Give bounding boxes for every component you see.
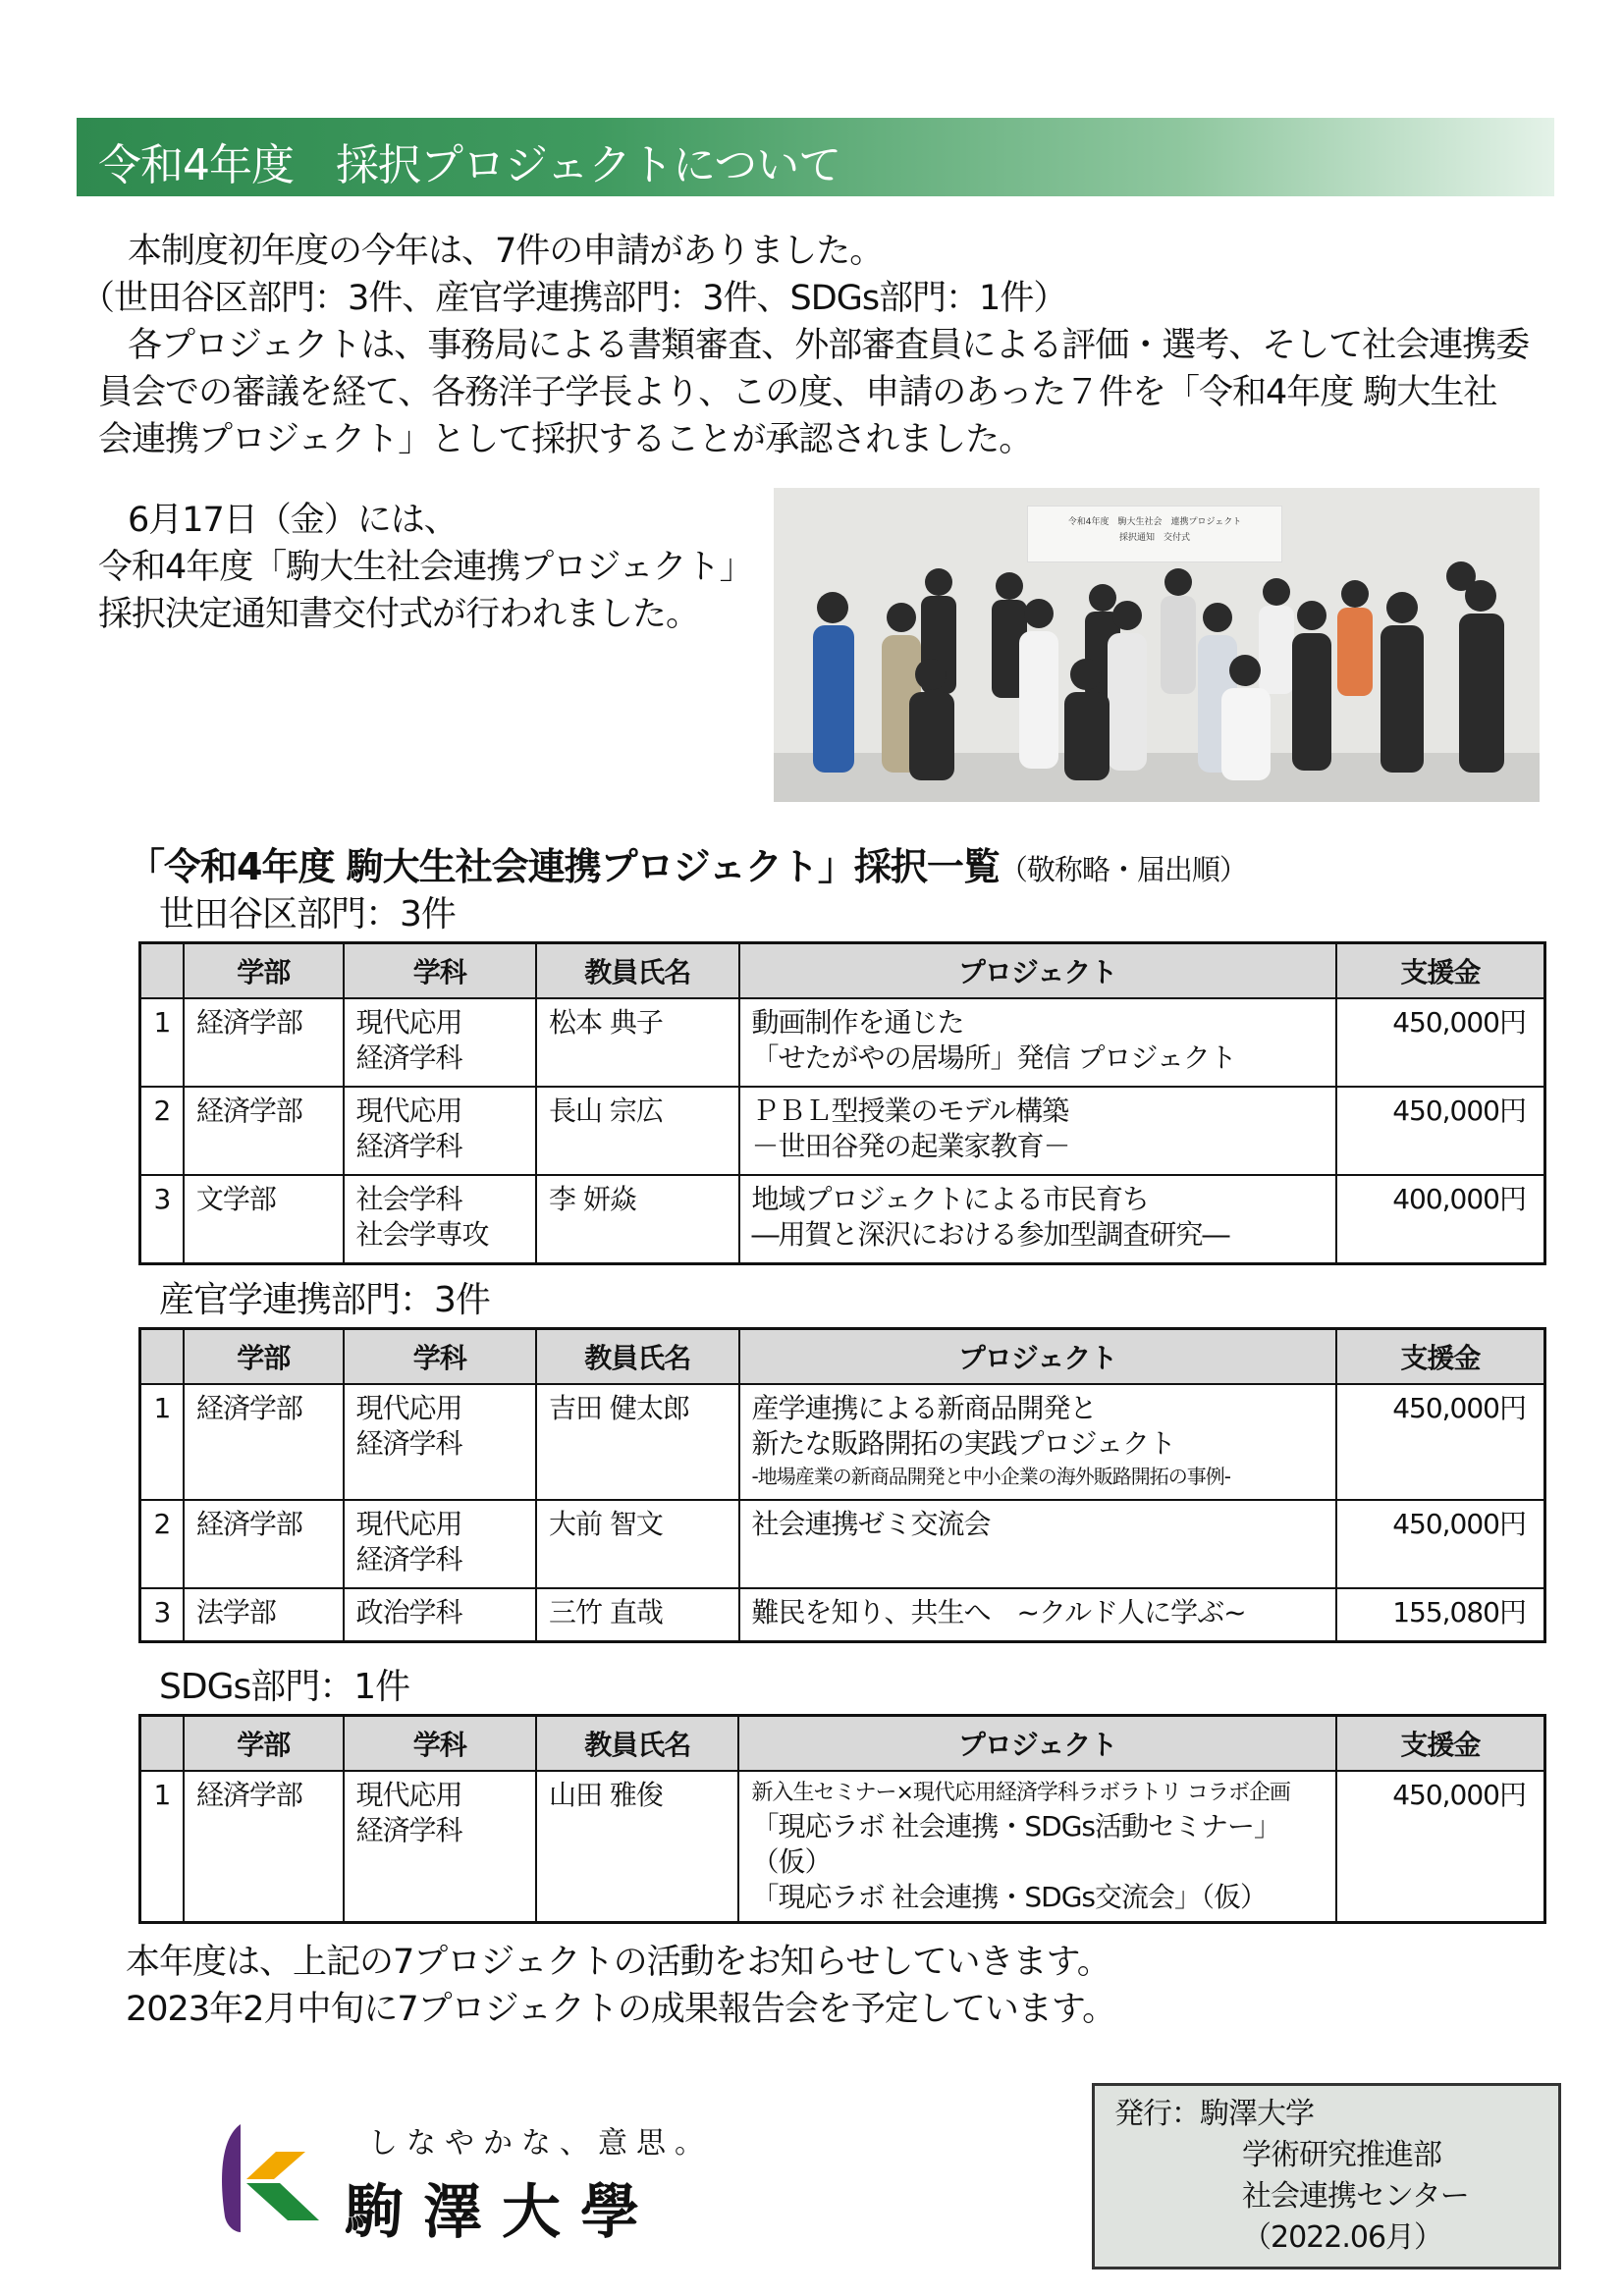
header-dept: 学科 — [344, 943, 537, 999]
row-number: 1 — [140, 1384, 184, 1500]
dept-line: 現代応用 — [355, 1006, 462, 1039]
ceremony-line: 採択決定通知書交付式が行われました。 — [98, 595, 700, 634]
project-line: 地域プロジェクトによる市民育ち — [751, 1183, 1149, 1215]
row-project — [738, 1771, 1335, 1923]
header-teacher: 教員氏名 — [536, 1716, 738, 1772]
row-faculty: 経済学部 — [184, 1500, 344, 1588]
table-header-row — [140, 1716, 1545, 1772]
header-no — [140, 1329, 184, 1385]
row-dept — [344, 1771, 537, 1923]
header-dept: 学科 — [344, 1716, 537, 1772]
intro-line: 各プロジェクトは、事務局による書類審査、外部審査員による評価・選考、そして社会連携委 — [128, 326, 1530, 365]
ceremony-line: 6月17日（金）には、 — [128, 501, 458, 540]
row-teacher: 吉田 健太郎 — [536, 1384, 738, 1500]
header-amount: 支援金 — [1336, 943, 1545, 999]
dept-line: 社会学科 — [355, 1183, 462, 1215]
table-header-row — [140, 1329, 1545, 1385]
dept-line: 社会学専攻 — [355, 1218, 489, 1251]
table-row — [140, 1771, 1545, 1923]
row-number: 2 — [140, 1087, 184, 1175]
intro-paragraph — [81, 228, 1551, 463]
row-dept — [344, 998, 537, 1087]
intro-line: 会連携プロジェクト」として採択することが承認されました。 — [98, 420, 1033, 459]
row-faculty: 経済学部 — [184, 1087, 344, 1175]
section-title-sdgs: SDGs部門：1件 — [159, 1667, 410, 1707]
row-project: 難民を知り、共生へ ~クルド人に学ぶ~ — [739, 1588, 1336, 1641]
row-teacher: 大前 智文 — [536, 1500, 738, 1588]
row-number: 3 — [140, 1588, 184, 1641]
header-faculty: 学部 — [184, 1329, 344, 1385]
row-teacher: 三竹 直哉 — [536, 1588, 738, 1641]
title-banner — [77, 118, 1554, 196]
intro-line: 員会での審議を経て、各務洋子学長より、この度、申請のあった７件を「令和4年度 駒大生社 — [98, 373, 1497, 412]
table-row — [140, 1384, 1545, 1500]
row-teacher: 李 妍焱 — [536, 1175, 738, 1263]
dept-line: 現代応用 — [355, 1779, 462, 1811]
project-line: －世田谷発の起業家教育－ — [751, 1130, 1070, 1162]
dept-line: 経済学科 — [355, 1130, 462, 1162]
list-title-note: （敬称略・届出順） — [999, 853, 1247, 886]
intro-line: （世田谷区部門：3件、産官学連携部門：3件、SDGs部門：1件） — [81, 279, 1067, 318]
row-teacher: 山田 雅俊 — [536, 1771, 738, 1923]
project-line: 「せたがやの居場所」発信 プロジェクト — [751, 1041, 1236, 1074]
row-dept — [344, 1087, 537, 1175]
list-title — [128, 836, 1247, 890]
dept-line: 現代応用 — [355, 1392, 462, 1424]
project-table-industry — [138, 1327, 1546, 1643]
row-number: 1 — [140, 998, 184, 1087]
table-row — [140, 1588, 1545, 1641]
project-table-setagaya — [138, 941, 1546, 1265]
dept-line: 経済学科 — [355, 1427, 462, 1460]
dept-line: 現代応用 — [355, 1508, 462, 1540]
university-logo — [211, 2118, 722, 2247]
banner-title: 令和4年度 採択プロジェクトについて — [98, 140, 841, 190]
sign-line: 採択通知 交付式 — [1118, 533, 1190, 543]
row-number: 3 — [140, 1175, 184, 1263]
row-faculty: 経済学部 — [184, 1384, 344, 1500]
row-number: 2 — [140, 1500, 184, 1588]
row-dept — [344, 1384, 537, 1500]
project-line: 「現応ラボ 社会連携・SDGs活動セミナー」（仮） — [751, 1810, 1281, 1878]
row-teacher: 長山 宗広 — [536, 1087, 738, 1175]
dept-line: 経済学科 — [355, 1814, 462, 1846]
closing-line: 2023年2月中旬に7プロジェクトの成果報告会を予定しています。 — [126, 1990, 1116, 2029]
ceremony-line: 令和4年度「駒大生社会連携プロジェクト」 — [98, 548, 753, 587]
header-faculty: 学部 — [184, 943, 344, 999]
header-faculty: 学部 — [184, 1716, 344, 1772]
row-dept — [344, 1175, 537, 1263]
project-line: 新たな販路開拓の実践プロジェクト — [751, 1427, 1175, 1460]
section-title-industry: 産官学連携部門：3件 — [159, 1280, 490, 1320]
header-no — [140, 943, 184, 999]
table-row — [140, 1175, 1545, 1263]
publisher-line: 学術研究推進部 — [1242, 2138, 1441, 2172]
row-teacher: 松本 典子 — [536, 998, 738, 1087]
logo-tagline: しなやかな、意思。 — [368, 2126, 713, 2161]
table-row — [140, 998, 1545, 1087]
row-faculty: 文学部 — [184, 1175, 344, 1263]
row-faculty: 経済学部 — [184, 998, 344, 1087]
header-project: プロジェクト — [738, 1716, 1335, 1772]
intro-line: 本制度初年度の今年は、7件の申請がありました。 — [128, 232, 884, 271]
dept-line: 経済学科 — [355, 1543, 462, 1575]
header-teacher: 教員氏名 — [536, 943, 738, 999]
publisher-box — [1092, 2083, 1561, 2269]
header-amount: 支援金 — [1336, 1329, 1545, 1385]
project-line: ＰＢＬ型授業のモデル構築 — [751, 1095, 1069, 1127]
project-table-sdgs — [138, 1714, 1546, 1924]
project-line: 「現応ラボ 社会連携・SDGs交流会」（仮） — [751, 1881, 1268, 1913]
row-amount: 155,080円 — [1336, 1588, 1545, 1641]
project-line: 動画制作を通じた — [751, 1006, 964, 1039]
project-line: 産学連携による新商品開発と — [751, 1392, 1097, 1424]
row-amount: 450,000円 — [1336, 1384, 1545, 1500]
header-project: プロジェクト — [739, 1329, 1336, 1385]
logo-name: 駒澤大學 — [345, 2178, 659, 2247]
row-amount: 450,000円 — [1336, 998, 1545, 1087]
list-title-text: 「令和4年度 駒大生社会連携プロジェクト」採択一覧 — [128, 845, 1000, 888]
row-project — [739, 1175, 1336, 1263]
closing-paragraph — [126, 1939, 1115, 2033]
row-project — [739, 1384, 1336, 1500]
section-title-setagaya: 世田谷区部門：3件 — [159, 894, 456, 934]
publisher-line: （2022.06月） — [1242, 2220, 1443, 2255]
ceremony-sign — [1027, 506, 1282, 562]
row-dept: 政治学科 — [344, 1588, 537, 1641]
logo-mark-icon — [211, 2118, 349, 2236]
row-amount: 450,000円 — [1336, 1771, 1545, 1923]
project-line: ―用賀と深沢における参加型調査研究― — [751, 1218, 1229, 1251]
row-amount: 450,000円 — [1336, 1087, 1545, 1175]
row-project — [739, 1087, 1336, 1175]
dept-line: 経済学科 — [355, 1041, 462, 1074]
table-row — [140, 1087, 1545, 1175]
row-amount: 450,000円 — [1336, 1500, 1545, 1588]
publisher-line: 発行：駒澤大学 — [1114, 2097, 1314, 2131]
table-header-row — [140, 943, 1545, 999]
row-amount: 400,000円 — [1336, 1175, 1545, 1263]
ceremony-paragraph — [98, 497, 766, 638]
group-photo — [774, 488, 1540, 802]
table-row — [140, 1500, 1545, 1588]
row-faculty: 法学部 — [184, 1588, 344, 1641]
header-no — [140, 1716, 184, 1772]
publisher-line: 社会連携センター — [1242, 2179, 1469, 2214]
header-dept: 学科 — [344, 1329, 537, 1385]
dept-line: 現代応用 — [355, 1095, 462, 1127]
header-project: プロジェクト — [739, 943, 1336, 999]
header-teacher: 教員氏名 — [536, 1329, 738, 1385]
row-number: 1 — [140, 1771, 184, 1923]
row-dept — [344, 1500, 537, 1588]
project-subline: 新入生セミナー×現代応用経済学科ラボラトリ コラボ企画 — [751, 1781, 1290, 1805]
closing-line: 本年度は、上記の7プロジェクトの活動をお知らせしていきます。 — [126, 1943, 1110, 1982]
header-amount: 支援金 — [1336, 1716, 1545, 1772]
project-subline: -地場産業の新商品開発と中小企業の海外販路開拓の事例- — [751, 1465, 1230, 1488]
sign-line: 令和4年度 駒大生社会 連携プロジェクト — [1067, 517, 1242, 527]
row-project — [739, 998, 1336, 1087]
row-project: 社会連携ゼミ交流会 — [739, 1500, 1336, 1588]
row-faculty: 経済学部 — [184, 1771, 344, 1923]
